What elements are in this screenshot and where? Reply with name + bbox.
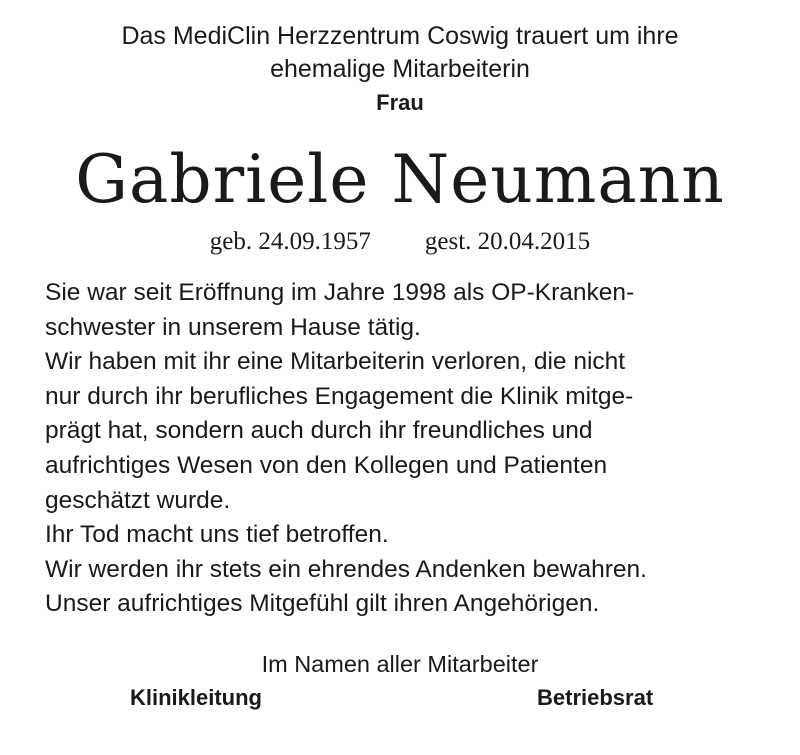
death-date: gest. 20.04.2015	[424, 228, 591, 255]
intro-line: Das MediClin Herzzentrum Coswig trauert um ihre	[121, 22, 679, 50]
tribute-line: schwester in unserem Hause tätig.	[45, 313, 421, 341]
tribute-line: Sie war seit Eröffnung im Jahre 1998 als OP-Kranken-	[45, 279, 635, 306]
tribute-line: Wir werden ihr stets ein ehrendes Andenken bewahren.	[45, 555, 647, 583]
signatory-clinic-management: Klinikleitung	[130, 685, 262, 710]
on-behalf-text: Im Namen aller Mitarbeiter	[261, 651, 539, 677]
deceased-name: Gabriele Neumann	[75, 141, 725, 218]
signatory-works-council: Betriebsrat	[537, 685, 654, 710]
tribute-line: Ihr Tod macht uns tief betroffen.	[45, 521, 389, 549]
intro-text	[0, 20, 800, 86]
tribute-line: prägt hat, sondern auch durch ihr freundliches und	[45, 417, 593, 445]
tribute-line: geschätzt wurde.	[45, 486, 231, 514]
birth-date: geb. 24.09.1957	[209, 228, 371, 255]
tribute-line: nur durch ihr berufliches Engagement die Klinik mitge-	[45, 382, 634, 410]
tribute-line: Unser aufrichtiges Mitgefühl gilt ihren Angehörigen.	[45, 590, 600, 618]
salutation: Frau	[376, 90, 424, 115]
tribute-line: aufrichtiges Wesen von den Kollegen und Patienten	[45, 451, 608, 479]
tribute-line: Wir haben mit ihr eine Mitarbeiterin verloren, die nicht	[45, 348, 626, 376]
life-dates	[0, 226, 800, 258]
tribute-text	[45, 276, 785, 622]
intro-line: ehemalige Mitarbeiterin	[270, 55, 530, 83]
